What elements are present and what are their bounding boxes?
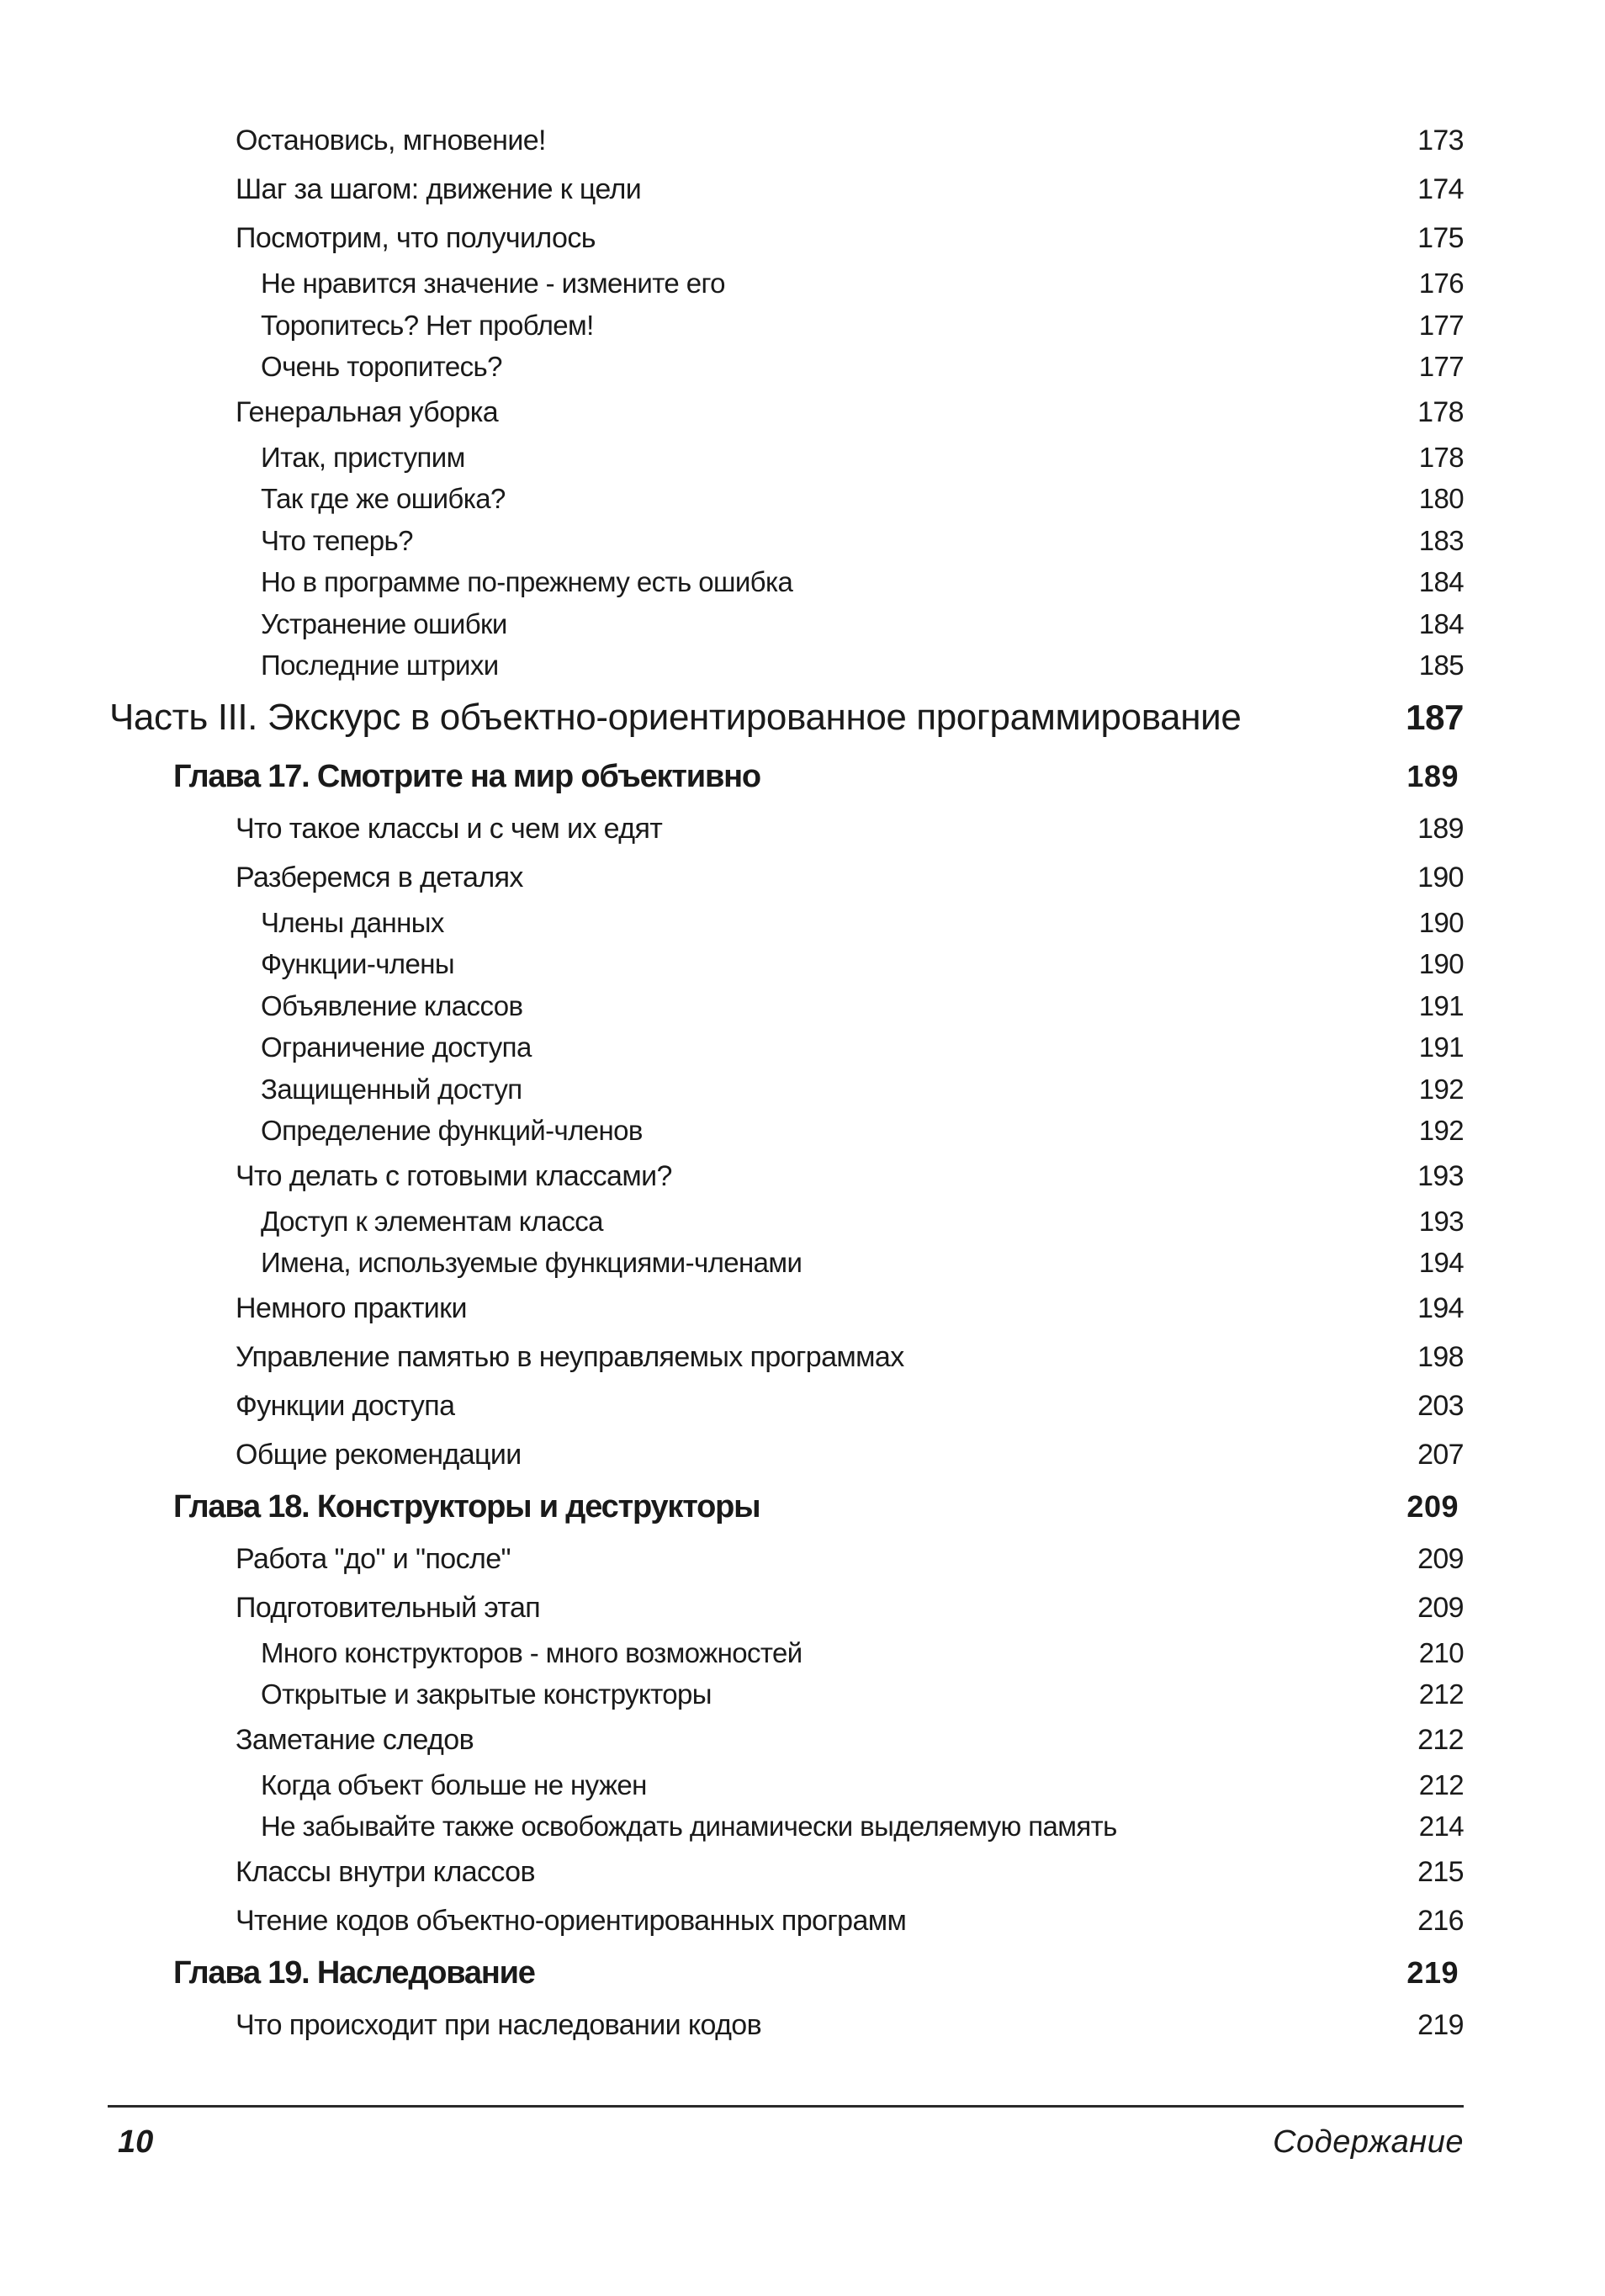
footer-section-name: Содержание	[1273, 2124, 1464, 2160]
toc-entry-page: 193	[1418, 1205, 1464, 1237]
toc-entry-title: Управление памятью в неуправляемых программах	[236, 1340, 904, 1373]
toc-section	[109, 804, 1464, 853]
toc-entry-title: Когда объект больше не нужен	[261, 1768, 647, 1800]
toc-entry-title: Ограничение доступа	[261, 1031, 532, 1063]
toc-subsection	[109, 902, 1464, 944]
toc-subsection	[109, 1201, 1464, 1243]
toc-section	[109, 1333, 1464, 1381]
toc-entry-page: 187	[1406, 697, 1464, 737]
toc-section	[109, 1284, 1464, 1333]
toc-entry-title: Заметание следов	[236, 1723, 474, 1756]
toc-subsection	[109, 346, 1464, 388]
toc-chapter	[109, 1945, 1464, 2001]
toc-entry-title: Итак, приступим	[261, 441, 465, 473]
toc-part	[109, 687, 1464, 749]
toc-entry-title: Работа "до" и "после"	[236, 1542, 511, 1575]
page-footer	[118, 2124, 1464, 2161]
toc-subsection	[109, 1764, 1464, 1806]
toc-entry-page: 191	[1418, 989, 1464, 1021]
toc-entry-title: Устранение ошибки	[261, 607, 507, 639]
toc-entry-page: 219	[1406, 1954, 1459, 1990]
toc-entry-title: Глава 19. Наследование	[173, 1954, 535, 1991]
toc-subsection	[109, 1806, 1464, 1848]
toc-entry-page: 190	[1417, 861, 1464, 893]
toc-section	[109, 1152, 1464, 1201]
toc-entry-page: 189	[1406, 758, 1459, 793]
toc-entry-title: Функции доступа	[236, 1389, 455, 1422]
toc-entry-title: Так где же ошибка?	[261, 483, 506, 514]
toc-entry-title: Последние штрихи	[261, 650, 499, 681]
toc-entry-title: Глава 17. Смотрите на мир объективно	[173, 758, 760, 794]
toc-entry-page: 212	[1418, 1768, 1464, 1800]
toc-entry-title: Часть III. Экскурс в объектно-ориентированное программирование	[109, 696, 1242, 738]
toc-entry-title: Имена, используемые функциями-членами	[261, 1247, 802, 1278]
toc-entry-page: 194	[1417, 1291, 1464, 1324]
toc-entry-title: Подготовительный этап	[236, 1591, 541, 1624]
toc-entry-title: Объявление классов	[261, 989, 523, 1021]
toc-entry-page: 191	[1418, 1031, 1464, 1063]
toc-subsection	[109, 520, 1464, 562]
toc-entry-page: 203	[1417, 1389, 1464, 1422]
toc-chapter	[109, 749, 1464, 804]
toc-entry-page: 209	[1406, 1488, 1459, 1524]
toc-section	[109, 214, 1464, 262]
toc-entry-page: 177	[1418, 309, 1464, 341]
toc-entry-page: 212	[1418, 1678, 1464, 1710]
toc-entry-title: Шаг за шагом: движение к цели	[236, 173, 642, 205]
toc-section	[109, 1715, 1464, 1764]
toc-entry-page: 173	[1417, 125, 1464, 156]
toc-subsection	[109, 943, 1464, 985]
toc-entry-title: Защищенный доступ	[261, 1073, 522, 1105]
toc-entry-title: Разберемся в деталях	[236, 861, 523, 893]
toc-entry-title: Общие рекомендации	[236, 1438, 522, 1471]
toc-subsection	[109, 603, 1464, 645]
toc-entry-title: Члены данных	[261, 906, 444, 938]
toc-section	[109, 1583, 1464, 1632]
toc-subsection	[109, 1110, 1464, 1152]
toc-entry-page: 214	[1418, 1811, 1464, 1842]
toc-entry-page: 189	[1417, 812, 1464, 845]
toc-entry-title: Определение функций-членов	[261, 1115, 643, 1146]
toc-entry-title: Что теперь?	[261, 524, 413, 556]
table-of-contents	[109, 116, 1464, 2049]
toc-entry-page: 177	[1418, 351, 1464, 382]
toc-entry-page: 192	[1418, 1073, 1464, 1105]
toc-entry-title: Посмотрим, что получилось	[236, 222, 596, 254]
toc-section	[109, 165, 1464, 214]
toc-entry-title: Что такое классы и с чем их едят	[236, 812, 663, 845]
toc-entry-title: Очень торопитесь?	[261, 351, 502, 382]
toc-subsection	[109, 1632, 1464, 1674]
toc-entry-title: Классы внутри классов	[236, 1855, 535, 1888]
toc-section	[109, 1896, 1464, 1945]
toc-subsection	[109, 644, 1464, 687]
toc-entry-title: Что происходит при наследовании кодов	[236, 2008, 762, 2041]
toc-entry-page: 215	[1417, 1855, 1464, 1888]
toc-entry-page: 193	[1417, 1159, 1464, 1192]
toc-section	[109, 2001, 1464, 2049]
toc-entry-page: 209	[1417, 1542, 1464, 1575]
toc-section	[109, 116, 1464, 165]
toc-entry-page: 183	[1418, 524, 1464, 556]
toc-subsection	[109, 478, 1464, 520]
toc-entry-title: Глава 18. Конструкторы и деструкторы	[173, 1488, 760, 1524]
toc-section	[109, 1430, 1464, 1479]
footer-page-number: 10	[118, 2124, 154, 2160]
toc-section	[109, 1535, 1464, 1583]
toc-subsection	[109, 1242, 1464, 1284]
toc-entry-title: Доступ к элементам класса	[261, 1205, 603, 1237]
toc-entry-title: Функции-члены	[261, 948, 454, 979]
toc-subsection	[109, 1026, 1464, 1068]
toc-entry-page: 190	[1418, 906, 1464, 938]
footer-rule	[108, 2105, 1464, 2108]
toc-section	[109, 1381, 1464, 1430]
toc-entry-title: Немного практики	[236, 1291, 467, 1324]
toc-entry-page: 178	[1418, 441, 1464, 473]
toc-chapter	[109, 1479, 1464, 1535]
toc-entry-page: 178	[1417, 395, 1464, 428]
toc-subsection	[109, 1673, 1464, 1715]
toc-subsection	[109, 985, 1464, 1027]
toc-entry-title: Что делать с готовыми классами?	[236, 1159, 672, 1192]
toc-entry-page: 198	[1417, 1340, 1464, 1373]
toc-section	[109, 388, 1464, 437]
toc-subsection	[109, 1068, 1464, 1111]
toc-entry-page: 212	[1417, 1723, 1464, 1756]
toc-entry-title: Остановись, мгновение!	[236, 125, 546, 156]
toc-entry-page: 192	[1418, 1115, 1464, 1146]
toc-entry-page: 184	[1418, 566, 1464, 597]
toc-entry-page: 190	[1418, 948, 1464, 979]
toc-entry-title: Открытые и закрытые конструкторы	[261, 1678, 712, 1710]
toc-subsection	[109, 561, 1464, 603]
toc-entry-title: Не нравится значение - измените его	[261, 268, 725, 299]
toc-entry-title: Чтение кодов объектно-ориентированных программ	[236, 1904, 907, 1937]
toc-section	[109, 853, 1464, 902]
toc-entry-page: 175	[1417, 222, 1464, 254]
toc-entry-page: 176	[1418, 268, 1464, 299]
toc-entry-page: 184	[1418, 607, 1464, 639]
toc-subsection	[109, 437, 1464, 479]
toc-entry-page: 174	[1417, 173, 1464, 205]
toc-entry-page: 180	[1418, 483, 1464, 514]
toc-entry-page: 219	[1417, 2008, 1464, 2041]
toc-entry-page: 210	[1418, 1636, 1464, 1668]
toc-entry-page: 207	[1417, 1438, 1464, 1471]
toc-entry-page: 194	[1418, 1247, 1464, 1278]
toc-entry-title: Много конструкторов - много возможностей	[261, 1636, 802, 1668]
toc-entry-title: Генеральная уборка	[236, 395, 499, 428]
toc-entry-title: Не забывайте также освобождать динамически выделяемую память	[261, 1811, 1117, 1842]
toc-section	[109, 1848, 1464, 1896]
toc-subsection	[109, 262, 1464, 305]
toc-entry-page: 216	[1417, 1904, 1464, 1937]
toc-entry-title: Но в программе по-прежнему есть ошибка	[261, 566, 793, 597]
toc-subsection	[109, 305, 1464, 347]
toc-entry-title: Торопитесь? Нет проблем!	[261, 309, 594, 341]
toc-entry-page: 209	[1417, 1591, 1464, 1624]
toc-entry-page: 185	[1418, 650, 1464, 681]
